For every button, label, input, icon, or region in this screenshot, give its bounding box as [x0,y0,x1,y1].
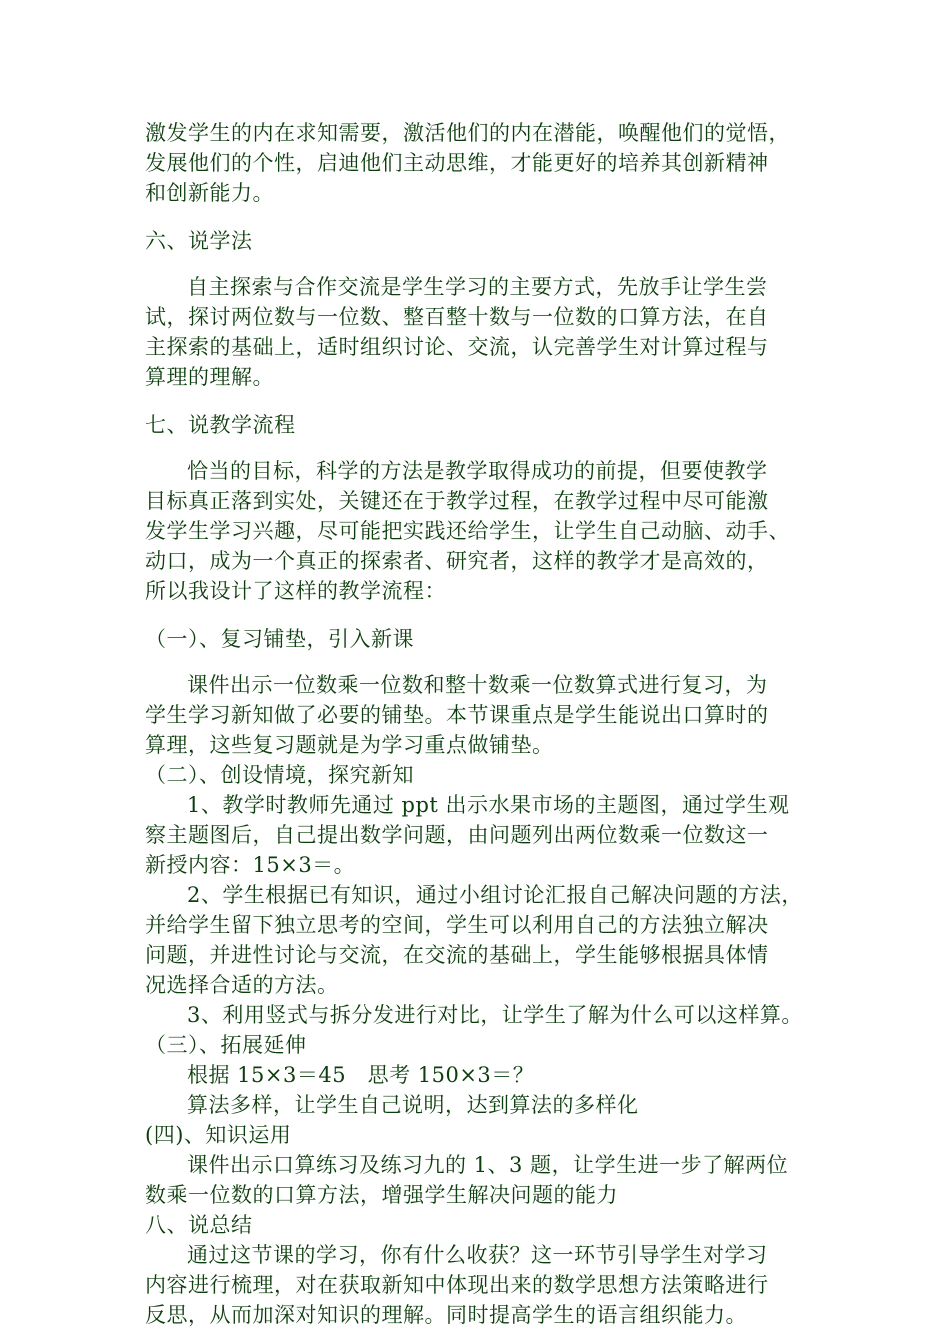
text-line: 2、学生根据已有知识，通过小组讨论汇报自己解决问题的方法， [187,883,803,907]
text-line: 课件出示一位数乘一位数和整十数乘一位数算式进行复习，为 [187,673,768,697]
text-line: 算理，这些复习题就是为学习重点做铺垫。 [145,733,554,757]
text-line: 内容进行梳理，对在获取新知中体现出来的数学思想方法策略进行 [145,1273,769,1297]
section-heading [145,1210,825,1240]
text-line: 发展他们的个性，启迪他们主动思维，才能更好的培养其创新精神 [145,151,769,175]
text-line: 根据 15×3＝45 思考 150×3＝？ [187,1063,535,1087]
paragraph [145,880,825,1000]
heading-text: 六、说学法 [145,229,253,253]
text-line: 察主题图后，自己提出数学问题，由问题列出两位数乘一位数这一 [145,823,769,847]
section-heading [145,410,825,440]
subsection-heading [145,760,825,790]
text-line: 课件出示口算练习及练习九的 1、3 题，让学生进一步了解两位 [187,1153,789,1177]
text-line: 数乘一位数的口算方法，增强学生解决问题的能力 [145,1183,618,1207]
heading-text: 七、说教学流程 [145,413,296,437]
text-line: 自主探索与合作交流是学生学习的主要方式，先放手让学生尝 [187,275,768,299]
paragraph [145,670,825,760]
paragraph [145,272,825,392]
text-line: 1、教学时教师先通过 ppt 出示水果市场的主题图，通过学生观 [187,793,790,817]
subsection-heading [145,624,825,654]
paragraph [145,456,825,606]
text-line: 并给学生留下独立思考的空间，学生可以利用自己的方法独立解决 [145,913,769,937]
subsection-heading [145,1030,825,1060]
text-line: 算法多样，让学生自己说明，达到算法的多样化 [187,1093,639,1117]
text-line: 问题，并进性讨论与交流，在交流的基础上，学生能够根据具体情 [145,943,769,967]
heading-text: （二）、创设情境，探究新知 [145,763,414,787]
text-line: 和创新能力。 [145,181,274,205]
heading-text: （一）、复习铺垫，引入新课 [145,627,414,651]
text-line: 主探索的基础上，适时组织讨论、交流，认完善学生对计算过程与 [145,335,769,359]
heading-text: （三）、拓展延伸 [145,1033,307,1057]
text-line: 恰当的目标，科学的方法是教学取得成功的前提，但要使教学 [187,459,768,483]
paragraph [145,1090,825,1120]
paragraph [145,1240,825,1330]
document-page [145,118,825,1330]
text-line: 所以我设计了这样的教学流程： [145,579,446,603]
text-line: 激发学生的内在求知需要，激活他们的内在潜能，唤醒他们的觉悟， [145,121,790,145]
text-line: 动口，成为一个真正的探索者、研究者，这样的教学才是高效的， [145,549,769,573]
paragraph [145,1150,825,1210]
text-line: 3、利用竖式与拆分发进行对比，让学生了解为什么可以这样算。 [187,1003,803,1027]
paragraph [145,1000,825,1030]
paragraph [145,790,825,880]
text-line: 发学生学习兴趣，尽可能把实践还给学生，让学生自己动脑、动手、 [145,519,790,543]
text-line: 通过这节课的学习，你有什么收获？这一环节引导学生对学习 [187,1243,768,1267]
text-line: 学生学习新知做了必要的铺垫。本节课重点是学生能说出口算时的 [145,703,769,727]
heading-text: (四)、知识运用 [145,1123,292,1147]
text-line: 算理的理解。 [145,365,274,389]
paragraph [145,1060,825,1090]
heading-text: 八、说总结 [145,1213,253,1237]
text-line: 反思，从而加深对知识的理解。同时提高学生的语言组织能力。 [145,1303,747,1327]
section-heading [145,226,825,256]
text-line: 新授内容：15×3＝。 [145,853,356,877]
paragraph [145,118,825,208]
text-line: 况选择合适的方法。 [145,973,339,997]
text-line: 试，探讨两位数与一位数、整百整十数与一位数的口算方法，在自 [145,305,769,329]
text-line: 目标真正落到实处，关键还在于教学过程，在教学过程中尽可能激 [145,489,769,513]
subsection-heading [145,1120,825,1150]
